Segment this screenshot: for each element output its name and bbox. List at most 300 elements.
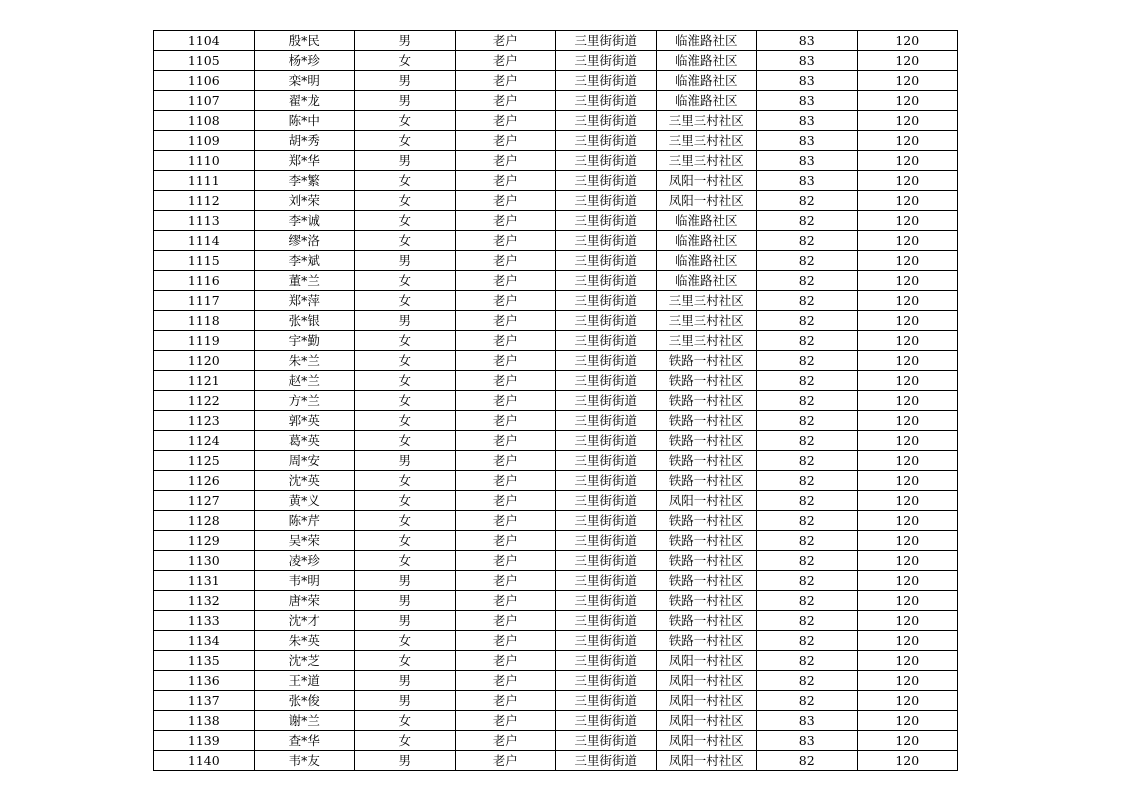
cell-name: 翟*龙 xyxy=(254,91,355,111)
cell-street: 三里街街道 xyxy=(556,111,657,131)
cell-gender: 男 xyxy=(355,751,456,771)
cell-amount: 120 xyxy=(857,251,958,271)
table-row xyxy=(154,651,958,671)
cell-household-type: 老户 xyxy=(455,571,556,591)
cell-street: 三里街街道 xyxy=(556,311,657,331)
cell-amount: 120 xyxy=(857,271,958,291)
cell-street: 三里街街道 xyxy=(556,151,657,171)
cell-community: 临淮路社区 xyxy=(656,51,757,71)
cell-amount: 120 xyxy=(857,331,958,351)
cell-amount: 120 xyxy=(857,531,958,551)
cell-number: 1105 xyxy=(154,51,255,71)
cell-gender: 女 xyxy=(355,131,456,151)
cell-community: 铁路一村社区 xyxy=(656,511,757,531)
cell-amount: 120 xyxy=(857,391,958,411)
table-row xyxy=(154,491,958,511)
table-row xyxy=(154,551,958,571)
cell-amount: 120 xyxy=(857,291,958,311)
table-row xyxy=(154,91,958,111)
cell-number: 1107 xyxy=(154,91,255,111)
cell-name: 方*兰 xyxy=(254,391,355,411)
cell-name: 吴*荣 xyxy=(254,531,355,551)
cell-name: 刘*荣 xyxy=(254,191,355,211)
cell-number: 1106 xyxy=(154,71,255,91)
cell-gender: 女 xyxy=(355,171,456,191)
cell-household-type: 老户 xyxy=(455,451,556,471)
cell-number: 1109 xyxy=(154,131,255,151)
cell-community: 三里三村社区 xyxy=(656,131,757,151)
cell-amount: 120 xyxy=(857,731,958,751)
cell-household-type: 老户 xyxy=(455,591,556,611)
cell-number: 1117 xyxy=(154,291,255,311)
cell-number: 1130 xyxy=(154,551,255,571)
cell-community: 三里三村社区 xyxy=(656,151,757,171)
cell-street: 三里街街道 xyxy=(556,731,657,751)
table-row xyxy=(154,451,958,471)
cell-number: 1128 xyxy=(154,511,255,531)
cell-name: 沈*英 xyxy=(254,471,355,491)
cell-street: 三里街街道 xyxy=(556,431,657,451)
cell-number: 1129 xyxy=(154,531,255,551)
cell-number: 1136 xyxy=(154,671,255,691)
cell-community: 铁路一村社区 xyxy=(656,351,757,371)
table-row xyxy=(154,71,958,91)
cell-street: 三里街街道 xyxy=(556,251,657,271)
cell-amount: 120 xyxy=(857,211,958,231)
cell-number: 1124 xyxy=(154,431,255,451)
cell-number: 1121 xyxy=(154,371,255,391)
cell-street: 三里街街道 xyxy=(556,591,657,611)
cell-street: 三里街街道 xyxy=(556,91,657,111)
cell-amount: 120 xyxy=(857,651,958,671)
cell-gender: 男 xyxy=(355,151,456,171)
cell-number: 1138 xyxy=(154,711,255,731)
cell-street: 三里街街道 xyxy=(556,691,657,711)
cell-community: 临淮路社区 xyxy=(656,211,757,231)
cell-gender: 女 xyxy=(355,491,456,511)
cell-number: 1118 xyxy=(154,311,255,331)
cell-age: 82 xyxy=(757,491,858,511)
cell-community: 铁路一村社区 xyxy=(656,451,757,471)
cell-number: 1120 xyxy=(154,351,255,371)
cell-street: 三里街街道 xyxy=(556,491,657,511)
cell-age: 82 xyxy=(757,511,858,531)
cell-community: 铁路一村社区 xyxy=(656,391,757,411)
cell-gender: 男 xyxy=(355,591,456,611)
cell-age: 82 xyxy=(757,331,858,351)
cell-age: 82 xyxy=(757,591,858,611)
cell-number: 1133 xyxy=(154,611,255,631)
cell-street: 三里街街道 xyxy=(556,291,657,311)
table-row xyxy=(154,131,958,151)
cell-gender: 女 xyxy=(355,651,456,671)
cell-name: 张*银 xyxy=(254,311,355,331)
cell-number: 1126 xyxy=(154,471,255,491)
cell-name: 宇*勤 xyxy=(254,331,355,351)
cell-age: 82 xyxy=(757,271,858,291)
table-row xyxy=(154,351,958,371)
cell-age: 82 xyxy=(757,531,858,551)
cell-gender: 女 xyxy=(355,731,456,751)
cell-gender: 女 xyxy=(355,711,456,731)
cell-household-type: 老户 xyxy=(455,151,556,171)
cell-amount: 120 xyxy=(857,431,958,451)
cell-household-type: 老户 xyxy=(455,91,556,111)
cell-gender: 男 xyxy=(355,311,456,331)
table-row xyxy=(154,191,958,211)
cell-gender: 女 xyxy=(355,291,456,311)
cell-household-type: 老户 xyxy=(455,111,556,131)
cell-name: 韦*友 xyxy=(254,751,355,771)
cell-community: 凤阳一村社区 xyxy=(656,191,757,211)
cell-street: 三里街街道 xyxy=(556,31,657,51)
cell-street: 三里街街道 xyxy=(556,551,657,571)
cell-amount: 120 xyxy=(857,71,958,91)
cell-amount: 120 xyxy=(857,491,958,511)
cell-gender: 女 xyxy=(355,351,456,371)
cell-household-type: 老户 xyxy=(455,631,556,651)
table-row xyxy=(154,391,958,411)
table-row xyxy=(154,151,958,171)
cell-street: 三里街街道 xyxy=(556,131,657,151)
cell-name: 查*华 xyxy=(254,731,355,751)
cell-gender: 女 xyxy=(355,531,456,551)
cell-amount: 120 xyxy=(857,171,958,191)
cell-name: 黄*义 xyxy=(254,491,355,511)
cell-community: 三里三村社区 xyxy=(656,331,757,351)
cell-street: 三里街街道 xyxy=(556,451,657,471)
cell-community: 临淮路社区 xyxy=(656,91,757,111)
table-row xyxy=(154,591,958,611)
cell-age: 82 xyxy=(757,431,858,451)
cell-amount: 120 xyxy=(857,711,958,731)
cell-name: 张*俊 xyxy=(254,691,355,711)
cell-community: 凤阳一村社区 xyxy=(656,491,757,511)
cell-community: 铁路一村社区 xyxy=(656,591,757,611)
cell-household-type: 老户 xyxy=(455,171,556,191)
table-row xyxy=(154,691,958,711)
cell-amount: 120 xyxy=(857,451,958,471)
cell-age: 82 xyxy=(757,631,858,651)
cell-community: 铁路一村社区 xyxy=(656,551,757,571)
cell-name: 王*道 xyxy=(254,671,355,691)
table-row xyxy=(154,271,958,291)
cell-household-type: 老户 xyxy=(455,51,556,71)
table-row xyxy=(154,631,958,651)
cell-household-type: 老户 xyxy=(455,211,556,231)
cell-household-type: 老户 xyxy=(455,391,556,411)
cell-age: 82 xyxy=(757,371,858,391)
cell-number: 1127 xyxy=(154,491,255,511)
cell-age: 83 xyxy=(757,151,858,171)
cell-amount: 120 xyxy=(857,31,958,51)
cell-street: 三里街街道 xyxy=(556,211,657,231)
cell-name: 韦*明 xyxy=(254,571,355,591)
cell-amount: 120 xyxy=(857,591,958,611)
cell-age: 83 xyxy=(757,31,858,51)
cell-age: 83 xyxy=(757,131,858,151)
cell-name: 葛*英 xyxy=(254,431,355,451)
cell-name: 胡*秀 xyxy=(254,131,355,151)
cell-amount: 120 xyxy=(857,411,958,431)
cell-street: 三里街街道 xyxy=(556,271,657,291)
cell-household-type: 老户 xyxy=(455,471,556,491)
cell-age: 82 xyxy=(757,411,858,431)
cell-community: 凤阳一村社区 xyxy=(656,731,757,751)
cell-gender: 男 xyxy=(355,91,456,111)
cell-gender: 男 xyxy=(355,671,456,691)
cell-street: 三里街街道 xyxy=(556,511,657,531)
table-body xyxy=(154,31,958,771)
cell-amount: 120 xyxy=(857,511,958,531)
cell-gender: 女 xyxy=(355,391,456,411)
cell-gender: 女 xyxy=(355,471,456,491)
cell-community: 凤阳一村社区 xyxy=(656,671,757,691)
cell-name: 杨*珍 xyxy=(254,51,355,71)
table-row xyxy=(154,51,958,71)
table-row xyxy=(154,751,958,771)
cell-community: 铁路一村社区 xyxy=(656,611,757,631)
cell-gender: 男 xyxy=(355,571,456,591)
cell-name: 郭*英 xyxy=(254,411,355,431)
cell-community: 铁路一村社区 xyxy=(656,631,757,651)
cell-name: 朱*英 xyxy=(254,631,355,651)
cell-number: 1113 xyxy=(154,211,255,231)
cell-name: 李*诚 xyxy=(254,211,355,231)
cell-age: 83 xyxy=(757,91,858,111)
cell-amount: 120 xyxy=(857,231,958,251)
cell-age: 82 xyxy=(757,291,858,311)
cell-amount: 120 xyxy=(857,751,958,771)
cell-number: 1110 xyxy=(154,151,255,171)
cell-number: 1111 xyxy=(154,171,255,191)
cell-community: 凤阳一村社区 xyxy=(656,651,757,671)
cell-amount: 120 xyxy=(857,571,958,591)
cell-community: 临淮路社区 xyxy=(656,31,757,51)
cell-household-type: 老户 xyxy=(455,511,556,531)
cell-household-type: 老户 xyxy=(455,251,556,271)
cell-age: 83 xyxy=(757,171,858,191)
cell-number: 1114 xyxy=(154,231,255,251)
table-row xyxy=(154,671,958,691)
cell-gender: 女 xyxy=(355,271,456,291)
cell-gender: 女 xyxy=(355,551,456,571)
cell-age: 82 xyxy=(757,571,858,591)
cell-age: 82 xyxy=(757,211,858,231)
cell-street: 三里街街道 xyxy=(556,351,657,371)
cell-gender: 男 xyxy=(355,691,456,711)
cell-household-type: 老户 xyxy=(455,271,556,291)
table-row xyxy=(154,511,958,531)
cell-age: 83 xyxy=(757,51,858,71)
cell-street: 三里街街道 xyxy=(556,191,657,211)
cell-community: 凤阳一村社区 xyxy=(656,751,757,771)
cell-number: 1123 xyxy=(154,411,255,431)
cell-gender: 男 xyxy=(355,31,456,51)
cell-household-type: 老户 xyxy=(455,551,556,571)
cell-amount: 120 xyxy=(857,51,958,71)
cell-street: 三里街街道 xyxy=(556,531,657,551)
cell-age: 82 xyxy=(757,611,858,631)
table-row xyxy=(154,711,958,731)
cell-household-type: 老户 xyxy=(455,491,556,511)
cell-age: 83 xyxy=(757,711,858,731)
cell-street: 三里街街道 xyxy=(556,471,657,491)
cell-number: 1104 xyxy=(154,31,255,51)
cell-household-type: 老户 xyxy=(455,731,556,751)
cell-name: 郑*华 xyxy=(254,151,355,171)
cell-street: 三里街街道 xyxy=(556,51,657,71)
cell-amount: 120 xyxy=(857,551,958,571)
cell-name: 周*安 xyxy=(254,451,355,471)
cell-amount: 120 xyxy=(857,91,958,111)
cell-street: 三里街街道 xyxy=(556,231,657,251)
cell-name: 唐*荣 xyxy=(254,591,355,611)
cell-household-type: 老户 xyxy=(455,191,556,211)
cell-gender: 女 xyxy=(355,211,456,231)
table-row xyxy=(154,311,958,331)
cell-gender: 女 xyxy=(355,191,456,211)
cell-name: 陈*中 xyxy=(254,111,355,131)
table-row xyxy=(154,171,958,191)
cell-age: 82 xyxy=(757,251,858,271)
table-row xyxy=(154,571,958,591)
cell-age: 83 xyxy=(757,111,858,131)
cell-age: 82 xyxy=(757,311,858,331)
cell-amount: 120 xyxy=(857,131,958,151)
cell-community: 铁路一村社区 xyxy=(656,431,757,451)
table-row xyxy=(154,371,958,391)
table-row xyxy=(154,431,958,451)
cell-age: 82 xyxy=(757,451,858,471)
cell-gender: 女 xyxy=(355,51,456,71)
cell-amount: 120 xyxy=(857,631,958,651)
cell-community: 铁路一村社区 xyxy=(656,531,757,551)
table-row xyxy=(154,531,958,551)
cell-community: 临淮路社区 xyxy=(656,231,757,251)
cell-household-type: 老户 xyxy=(455,711,556,731)
cell-number: 1115 xyxy=(154,251,255,271)
cell-number: 1122 xyxy=(154,391,255,411)
cell-household-type: 老户 xyxy=(455,331,556,351)
cell-age: 82 xyxy=(757,351,858,371)
cell-street: 三里街街道 xyxy=(556,171,657,191)
cell-street: 三里街街道 xyxy=(556,411,657,431)
table-row xyxy=(154,251,958,271)
cell-gender: 女 xyxy=(355,431,456,451)
cell-name: 李*繁 xyxy=(254,171,355,191)
table-row xyxy=(154,731,958,751)
cell-community: 临淮路社区 xyxy=(656,271,757,291)
cell-community: 凤阳一村社区 xyxy=(656,171,757,191)
cell-name: 郑*萍 xyxy=(254,291,355,311)
cell-street: 三里街街道 xyxy=(556,711,657,731)
cell-household-type: 老户 xyxy=(455,751,556,771)
cell-age: 82 xyxy=(757,651,858,671)
cell-street: 三里街街道 xyxy=(556,71,657,91)
cell-household-type: 老户 xyxy=(455,671,556,691)
cell-name: 凌*珍 xyxy=(254,551,355,571)
cell-name: 缪*洛 xyxy=(254,231,355,251)
cell-household-type: 老户 xyxy=(455,311,556,331)
cell-amount: 120 xyxy=(857,671,958,691)
cell-age: 83 xyxy=(757,731,858,751)
cell-household-type: 老户 xyxy=(455,371,556,391)
cell-amount: 120 xyxy=(857,371,958,391)
cell-name: 谢*兰 xyxy=(254,711,355,731)
cell-name: 沈*才 xyxy=(254,611,355,631)
cell-amount: 120 xyxy=(857,611,958,631)
cell-gender: 女 xyxy=(355,511,456,531)
cell-amount: 120 xyxy=(857,471,958,491)
table-row xyxy=(154,31,958,51)
cell-community: 铁路一村社区 xyxy=(656,571,757,591)
cell-gender: 男 xyxy=(355,611,456,631)
cell-number: 1131 xyxy=(154,571,255,591)
cell-number: 1116 xyxy=(154,271,255,291)
cell-household-type: 老户 xyxy=(455,431,556,451)
cell-gender: 男 xyxy=(355,251,456,271)
cell-amount: 120 xyxy=(857,151,958,171)
cell-amount: 120 xyxy=(857,191,958,211)
cell-age: 82 xyxy=(757,691,858,711)
cell-household-type: 老户 xyxy=(455,651,556,671)
cell-street: 三里街街道 xyxy=(556,391,657,411)
cell-community: 凤阳一村社区 xyxy=(656,691,757,711)
cell-gender: 女 xyxy=(355,331,456,351)
cell-number: 1108 xyxy=(154,111,255,131)
cell-amount: 120 xyxy=(857,311,958,331)
cell-number: 1119 xyxy=(154,331,255,351)
cell-household-type: 老户 xyxy=(455,131,556,151)
cell-amount: 120 xyxy=(857,691,958,711)
cell-age: 82 xyxy=(757,191,858,211)
cell-number: 1140 xyxy=(154,751,255,771)
table-row xyxy=(154,411,958,431)
table-row xyxy=(154,111,958,131)
cell-household-type: 老户 xyxy=(455,411,556,431)
cell-age: 82 xyxy=(757,231,858,251)
cell-number: 1125 xyxy=(154,451,255,471)
cell-community: 凤阳一村社区 xyxy=(656,711,757,731)
cell-household-type: 老户 xyxy=(455,71,556,91)
cell-name: 沈*芝 xyxy=(254,651,355,671)
cell-household-type: 老户 xyxy=(455,231,556,251)
data-table xyxy=(153,30,958,771)
cell-community: 临淮路社区 xyxy=(656,71,757,91)
cell-household-type: 老户 xyxy=(455,531,556,551)
cell-street: 三里街街道 xyxy=(556,331,657,351)
cell-name: 殷*民 xyxy=(254,31,355,51)
cell-street: 三里街街道 xyxy=(556,611,657,631)
cell-age: 82 xyxy=(757,391,858,411)
table-row xyxy=(154,211,958,231)
cell-gender: 男 xyxy=(355,451,456,471)
table-row xyxy=(154,231,958,251)
cell-community: 铁路一村社区 xyxy=(656,471,757,491)
table-row xyxy=(154,471,958,491)
cell-community: 三里三村社区 xyxy=(656,111,757,131)
cell-number: 1135 xyxy=(154,651,255,671)
cell-number: 1132 xyxy=(154,591,255,611)
cell-street: 三里街街道 xyxy=(556,631,657,651)
cell-number: 1112 xyxy=(154,191,255,211)
cell-age: 82 xyxy=(757,751,858,771)
cell-community: 铁路一村社区 xyxy=(656,411,757,431)
table-row xyxy=(154,331,958,351)
cell-name: 栾*明 xyxy=(254,71,355,91)
cell-gender: 女 xyxy=(355,231,456,251)
